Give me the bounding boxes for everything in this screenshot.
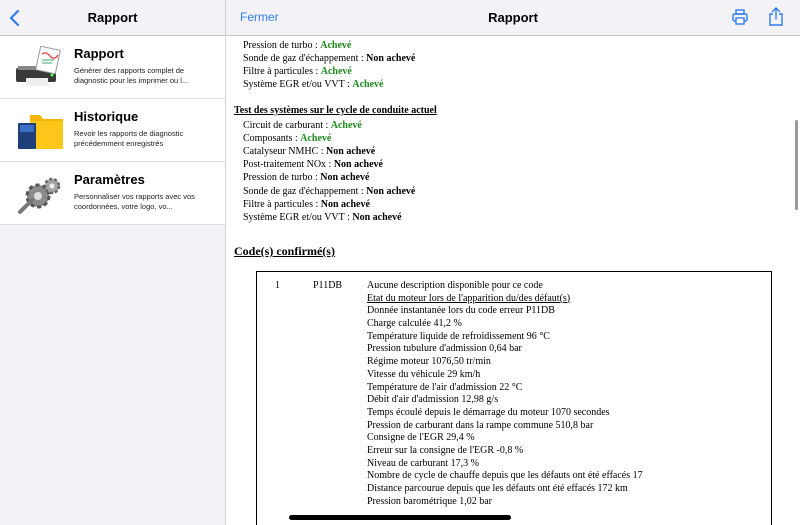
printer-report-icon — [12, 46, 68, 90]
code-number: 1 — [275, 280, 280, 291]
home-indicator[interactable] — [289, 515, 511, 520]
code-line: Nombre de cycle de chauffe depuis que les défauts ont été effacés 17 — [367, 470, 643, 482]
status-row: Sonde de gaz d'échappement : Non achevé — [243, 186, 416, 197]
status-row: Composants : Achevé — [243, 133, 332, 144]
code-line: Niveau de carburant 17,3 % — [367, 457, 479, 469]
code-line: Distance parcourue depuis que les défauts ont été effacés 172 km — [367, 483, 628, 494]
code-details — [367, 280, 643, 508]
sidebar-item-name: Historique — [74, 109, 139, 124]
report-header — [226, 0, 800, 36]
status-row: Filtre à particules : Non achevé — [243, 199, 370, 210]
status-row: Système EGR et/ou VVT : Non achevé — [243, 212, 402, 223]
status-row: Sonde de gaz d'échappement : Non achevé — [243, 53, 416, 64]
scroll-indicator[interactable] — [795, 120, 798, 210]
folder-history-icon — [12, 109, 68, 153]
status-row: Pression de turbo : Achevé — [243, 40, 352, 51]
status-row: Système EGR et/ou VVT : Achevé — [243, 79, 384, 90]
settings-gears-icon — [12, 172, 68, 216]
report-title: Rapport — [488, 10, 538, 25]
sidebar-item-historique[interactable] — [0, 99, 225, 162]
code-line: Consigne de l'EGR 29,4 % — [367, 432, 475, 444]
sidebar-item-desc: Personnaliser vos rapports avec vos coordonnées, votre logo, vo... — [74, 192, 195, 211]
code-table — [256, 271, 772, 525]
share-icon[interactable] — [768, 7, 784, 26]
code-line: Temps écoulé depuis le démarrage du moteur 1070 secondes — [367, 406, 610, 418]
code-line: Pression barométrique 1,02 bar — [367, 495, 492, 507]
sidebar-item-name: Rapport — [74, 46, 124, 61]
code-line: Charge calculée 41,2 % — [367, 318, 462, 330]
sidebar-item-name: Paramètres — [74, 172, 145, 187]
code-line: Régime moteur 1076,50 tr/min — [367, 356, 491, 368]
code-line: Pression tubulure d'admission 0,64 bar — [367, 343, 522, 355]
confirmed-codes-title: Code(s) confirmé(s) — [234, 244, 335, 258]
report-content — [226, 36, 800, 525]
code-line: Vitesse du véhicule 29 km/h — [367, 368, 481, 380]
code-line: Débit d'air d'admission 12,98 g/s — [367, 394, 499, 406]
code-line: Erreur sur la consigne de l'EGR -0,8 % — [367, 444, 524, 456]
code-line: Donnée instantanée lors du code erreur P11DB — [367, 305, 555, 317]
code-line: Aucune description disponible pour ce code — [367, 280, 543, 291]
code-line: Pression de carburant dans la rampe commune 510,8 bar — [367, 419, 594, 431]
code-id: P11DB — [313, 280, 343, 291]
close-button[interactable]: Fermer — [240, 10, 279, 24]
code-line: Température de l'air d'admission 22 °C — [367, 381, 523, 393]
sidebar — [0, 0, 226, 525]
sidebar-item-desc: Générer des rapports complet de diagnostic pour les imprimer ou l... — [74, 66, 189, 85]
status-row: Post-traitement NOx : Non achevé — [243, 159, 383, 170]
sidebar-item-desc: Revoir les rapports de diagnostic précédemment enregistrés — [74, 129, 184, 148]
status-row: Pression de turbo : Non achevé — [243, 172, 370, 183]
sidebar-list — [0, 36, 225, 225]
status-row: Circuit de carburant : Achevé — [243, 120, 362, 131]
code-line: Température liquide de refroidissement 96 °C — [367, 330, 550, 342]
cycle-section-title: Test des systèmes sur le cycle de conduite actuel — [234, 105, 437, 116]
status-row: Catalyseur NMHC : Non achevé — [243, 146, 376, 157]
code-line: Etat du moteur lors de l'apparition du/des défaut(s) — [367, 292, 571, 304]
sidebar-title: Rapport — [87, 10, 138, 25]
printer-icon[interactable] — [732, 9, 748, 25]
status-row: Filtre à particules : Achevé — [243, 66, 352, 77]
sidebar-item-rapport[interactable] — [0, 36, 225, 99]
report-panel — [226, 0, 800, 525]
sidebar-item-parametres[interactable] — [0, 162, 225, 225]
sidebar-header — [0, 0, 225, 36]
